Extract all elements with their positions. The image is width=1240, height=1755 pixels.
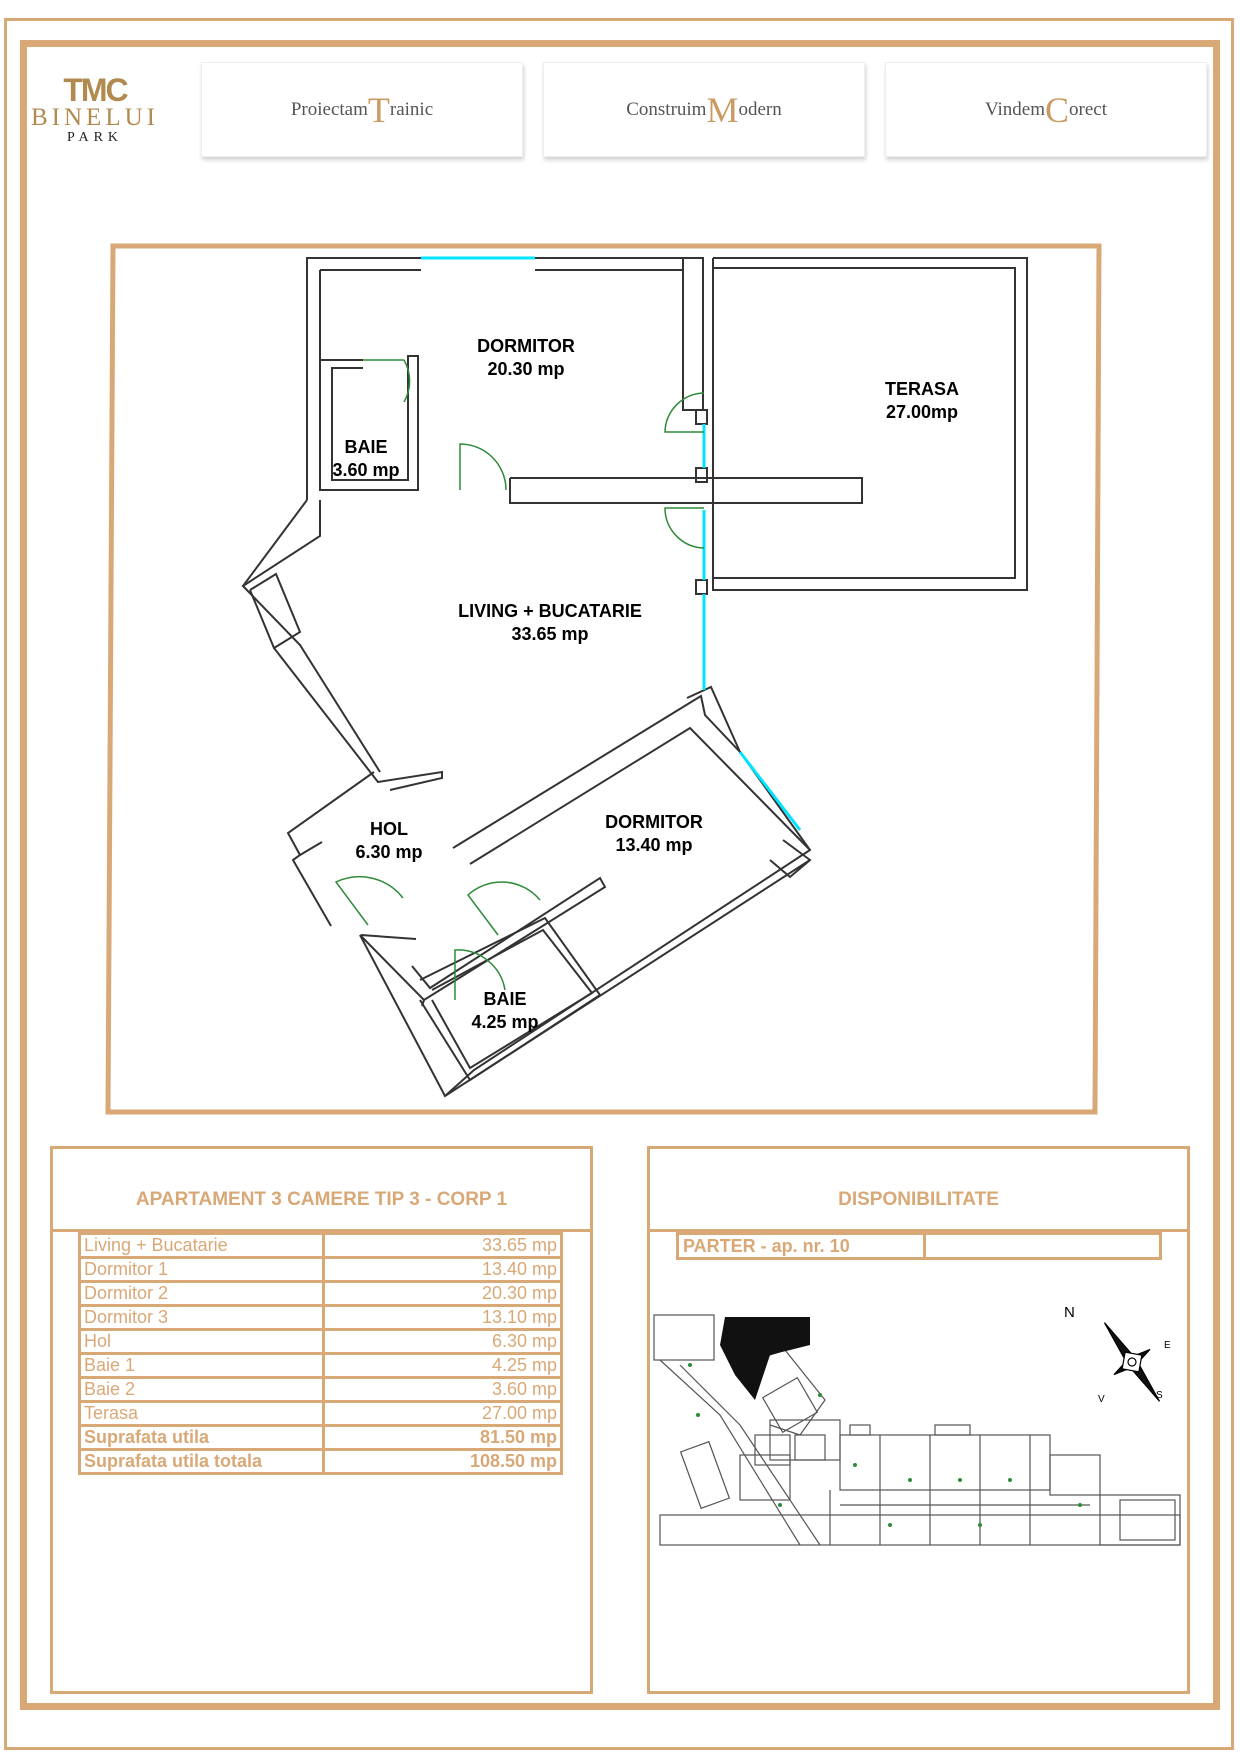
brand-mark: TMC	[63, 72, 127, 108]
apartment-areas-table	[78, 1232, 563, 1475]
compass-n: N	[1064, 1304, 1075, 1321]
table-row-total: Suprafata utila totala 108.50 mp	[80, 1450, 562, 1474]
compass-v: V	[1098, 1394, 1105, 1405]
compass-s: S	[1156, 1390, 1163, 1401]
table-row: Dormitor 2 20.30 mp	[80, 1282, 562, 1306]
room-hol: HOL 6.30 mp	[355, 819, 423, 862]
room-dormitor-2: DORMITOR 13.40 mp	[605, 812, 703, 855]
table-row: Terasa 27.00 mp	[80, 1402, 562, 1426]
tagline-2-cap: M	[706, 89, 739, 130]
compass	[1060, 1300, 1180, 1410]
table-row: Baie 1 4.25 mp	[80, 1354, 562, 1378]
brand-name: BINELUI	[31, 104, 159, 131]
apartment-title: APARTAMENT 3 CAMERE TIP 3 - CORP 1	[135, 1189, 508, 1210]
room-living: LIVING + BUCATARIE 33.65 mp	[458, 601, 642, 644]
room-baie-1: BAIE 3.60 mp	[332, 437, 400, 480]
table-row: Living + Bucatarie 33.65 mp	[80, 1234, 562, 1258]
tagline-2-pre: Construim	[626, 98, 707, 120]
availability-title: DISPONIBILITATE	[838, 1189, 999, 1210]
tagline-2-rest: odern	[738, 98, 782, 120]
brand-sub: PARK	[66, 130, 124, 145]
site-plan-highlight	[720, 1317, 810, 1400]
tagline-1-cap: T	[367, 89, 390, 130]
tagline-1-pre: Proiectam	[290, 98, 368, 120]
tagline-3-cap: C	[1045, 89, 1070, 130]
table-row: Hol 6.30 mp	[80, 1330, 562, 1354]
availability-location	[676, 1232, 1162, 1260]
tagline-1-rest: rainic	[389, 98, 434, 120]
table-row: Baie 2 3.60 mp	[80, 1378, 562, 1402]
table-row: Dormitor 3 13.10 mp	[80, 1306, 562, 1330]
room-baie-2: BAIE 4.25 mp	[471, 989, 539, 1032]
tagline-3-pre: Vindem	[984, 98, 1046, 120]
room-terasa: TERASA 27.00mp	[884, 379, 959, 422]
tagline-3-rest: orect	[1069, 98, 1108, 120]
compass-e: E	[1164, 1340, 1171, 1351]
availability-location-text: PARTER - ap. nr. 10	[679, 1235, 926, 1257]
table-row: Dormitor 1 13.40 mp	[80, 1258, 562, 1282]
room-dormitor-1: DORMITOR 20.30 mp	[477, 336, 575, 379]
table-row-total: Suprafata utila 81.50 mp	[80, 1426, 562, 1450]
